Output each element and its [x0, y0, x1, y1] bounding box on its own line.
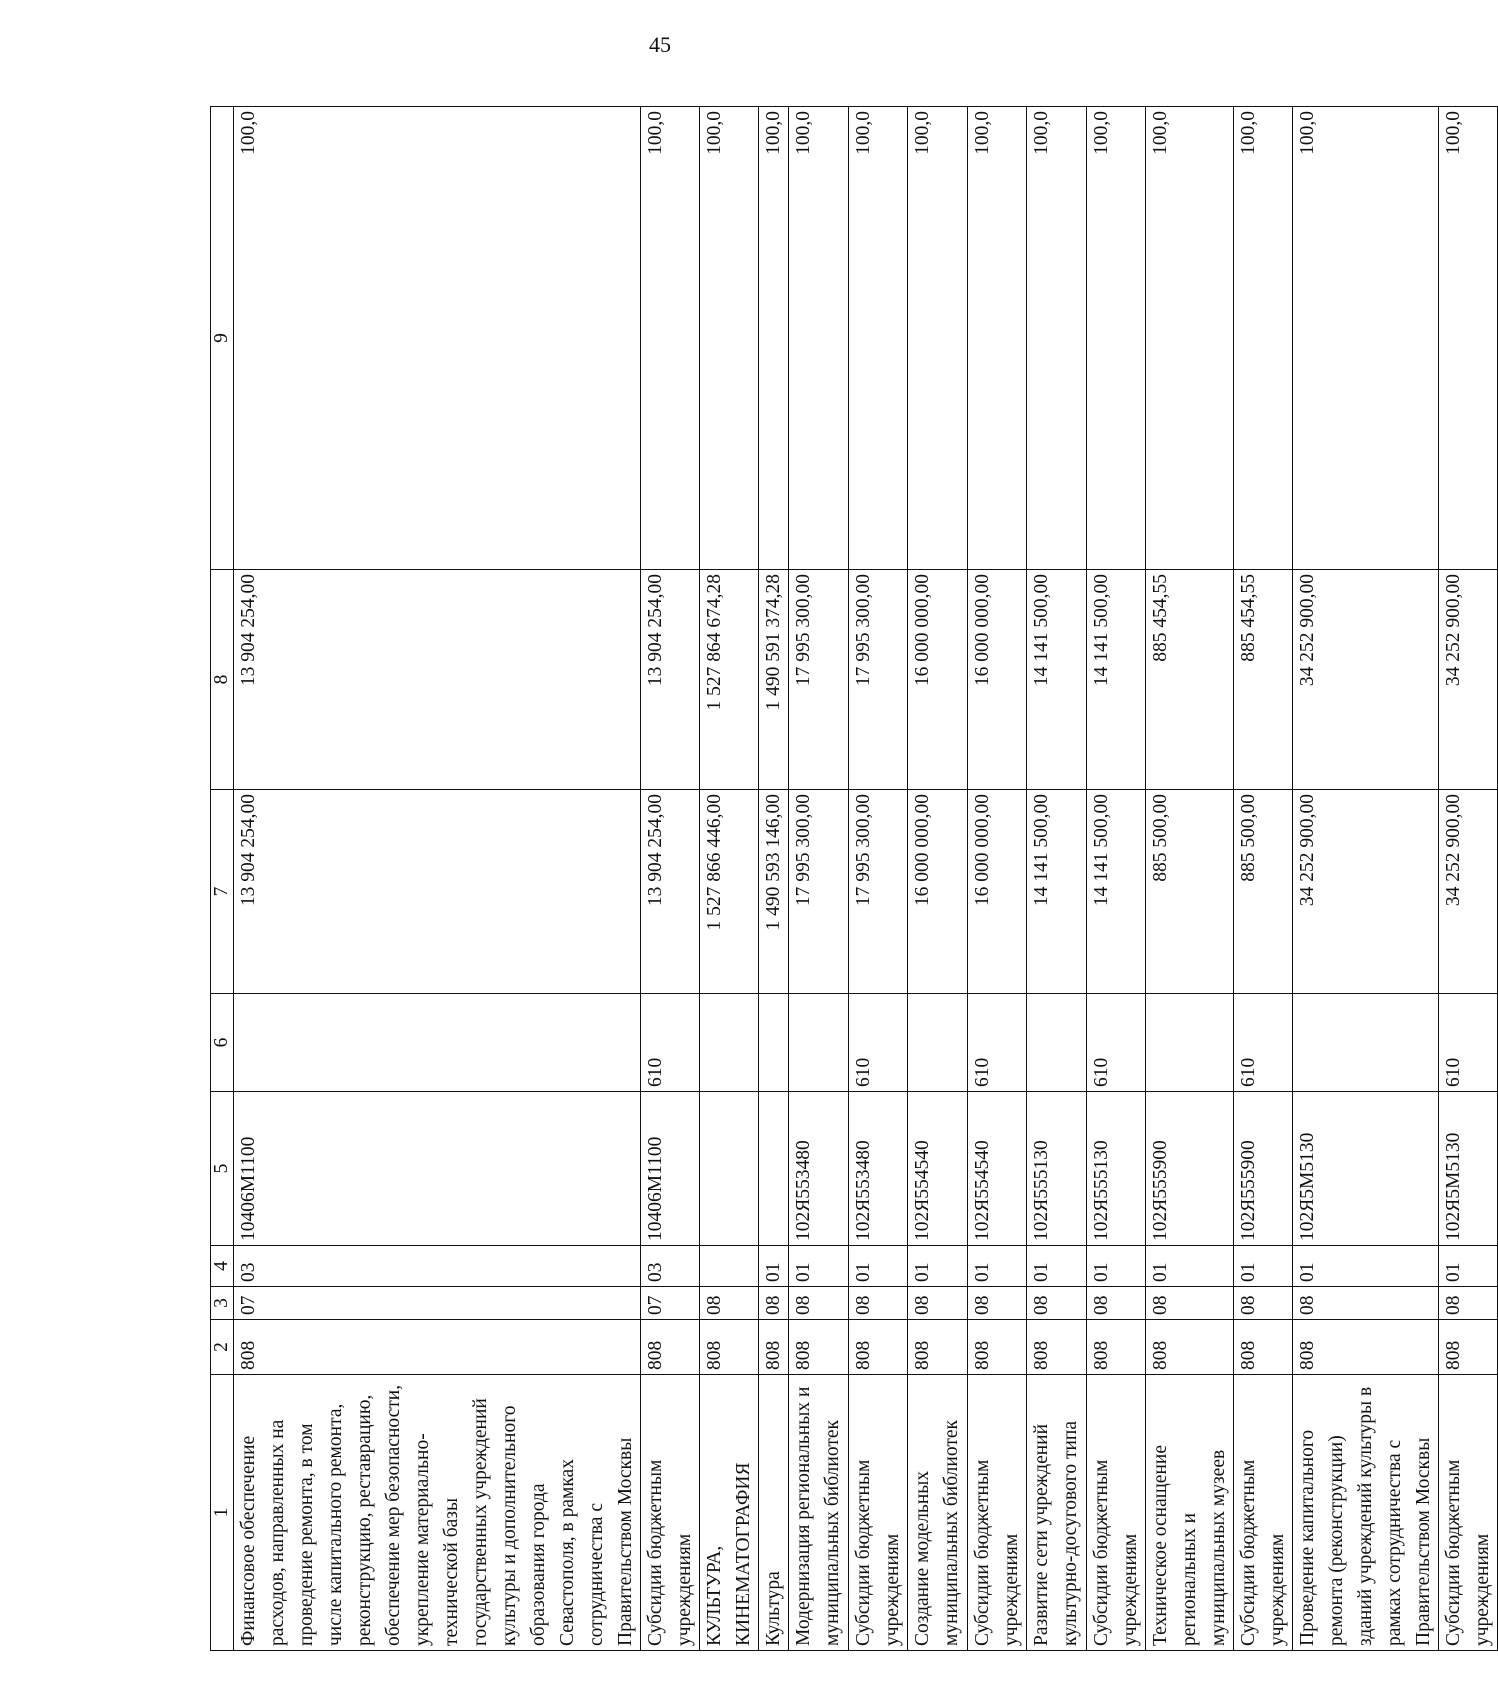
cell-percent: 100,0: [1439, 107, 1498, 570]
cell-admin-code: 808: [234, 1320, 641, 1375]
cell-planned: 34 252 900,00: [1439, 790, 1498, 994]
column-header: 5: [211, 1092, 234, 1246]
budget-table-container: [210, 106, 1493, 1651]
table-row: [908, 107, 968, 1651]
cell-percent: 100,0: [849, 107, 908, 570]
cell-executed: 17 995 300,00: [849, 570, 908, 790]
cell-section: 08: [759, 1287, 789, 1320]
cell-target-article: 10406М1100: [234, 1092, 641, 1246]
cell-section: 08: [789, 1287, 849, 1320]
cell-subsection: 01: [1027, 1246, 1087, 1287]
cell-section: 08: [1439, 1287, 1498, 1320]
cell-subsection: 01: [1234, 1246, 1293, 1287]
cell-admin-code: 808: [1234, 1320, 1293, 1375]
cell-expense-type: [1293, 994, 1439, 1092]
column-header: 6: [211, 994, 234, 1092]
cell-percent: 100,0: [1234, 107, 1293, 570]
cell-executed: 885 454,55: [1146, 570, 1234, 790]
budget-table: [210, 106, 1498, 1651]
row-name: Создание модельных муниципальных библиотек: [908, 1375, 968, 1651]
cell-target-article: 102Я5М5130: [1293, 1092, 1439, 1246]
cell-expense-type: [1146, 994, 1234, 1092]
cell-admin-code: 808: [1439, 1320, 1498, 1375]
header-row: [211, 107, 234, 1651]
table-row: [641, 107, 700, 1651]
cell-section: 08: [1293, 1287, 1439, 1320]
cell-admin-code: 808: [759, 1320, 789, 1375]
cell-subsection: 03: [234, 1246, 641, 1287]
cell-subsection: 01: [1439, 1246, 1498, 1287]
cell-percent: 100,0: [641, 107, 700, 570]
cell-target-article: 102Я555130: [1087, 1092, 1146, 1246]
cell-executed: 885 454,55: [1234, 570, 1293, 790]
cell-section: 08: [700, 1287, 759, 1320]
cell-executed: 16 000 000,00: [908, 570, 968, 790]
cell-subsection: 01: [1293, 1246, 1439, 1287]
row-name: Развитие сети учреждений культурно-досугового типа: [1027, 1375, 1087, 1651]
cell-expense-type: [234, 994, 641, 1092]
cell-subsection: 01: [968, 1246, 1027, 1287]
cell-expense-type: [1027, 994, 1087, 1092]
column-header: 4: [211, 1246, 234, 1287]
cell-subsection: 01: [849, 1246, 908, 1287]
cell-admin-code: 808: [1293, 1320, 1439, 1375]
cell-executed: 14 141 500,00: [1027, 570, 1087, 790]
cell-section: 08: [1027, 1287, 1087, 1320]
cell-subsection: 03: [641, 1246, 700, 1287]
cell-admin-code: 808: [789, 1320, 849, 1375]
table-row: [234, 107, 641, 1651]
row-name: Культура: [759, 1375, 789, 1651]
cell-expense-type: [789, 994, 849, 1092]
cell-expense-type: 610: [1087, 994, 1146, 1092]
cell-expense-type: 610: [849, 994, 908, 1092]
table-row: [700, 107, 759, 1651]
cell-target-article: 102Я555900: [1146, 1092, 1234, 1246]
cell-subsection: 01: [759, 1246, 789, 1287]
row-name: Субсидии бюджетным учреждениям: [849, 1375, 908, 1651]
cell-planned: 1 527 866 446,00: [700, 790, 759, 994]
cell-expense-type: [700, 994, 759, 1092]
cell-admin-code: 808: [968, 1320, 1027, 1375]
cell-executed: 13 904 254,00: [641, 570, 700, 790]
cell-executed: 34 252 900,00: [1293, 570, 1439, 790]
cell-admin-code: 808: [1087, 1320, 1146, 1375]
cell-subsection: [700, 1246, 759, 1287]
cell-section: 08: [849, 1287, 908, 1320]
column-header: 3: [211, 1287, 234, 1320]
table-row: [1146, 107, 1234, 1651]
row-name: Модернизация региональных и муниципальных библиотек: [789, 1375, 849, 1651]
cell-section: 08: [1146, 1287, 1234, 1320]
cell-executed: 1 527 864 674,28: [700, 570, 759, 790]
cell-percent: 100,0: [1146, 107, 1234, 570]
cell-percent: 100,0: [1293, 107, 1439, 570]
cell-target-article: [759, 1092, 789, 1246]
cell-subsection: 01: [789, 1246, 849, 1287]
cell-planned: 1 490 593 146,00: [759, 790, 789, 994]
cell-target-article: 102Я5М5130: [1439, 1092, 1498, 1246]
cell-target-article: 102Я555130: [1027, 1092, 1087, 1246]
row-name: Субсидии бюджетным учреждениям: [641, 1375, 700, 1651]
cell-percent: 100,0: [908, 107, 968, 570]
cell-section: 07: [641, 1287, 700, 1320]
cell-planned: 16 000 000,00: [968, 790, 1027, 994]
cell-section: 08: [1087, 1287, 1146, 1320]
cell-planned: 13 904 254,00: [641, 790, 700, 994]
row-name: Субсидии бюджетным учреждениям: [1234, 1375, 1293, 1651]
table-row: [759, 107, 789, 1651]
table-row: [789, 107, 849, 1651]
column-header: 1: [211, 1375, 234, 1651]
cell-executed: 16 000 000,00: [968, 570, 1027, 790]
row-name: КУЛЬТУРА, КИНЕМАТОГРАФИЯ: [700, 1375, 759, 1651]
cell-expense-type: 610: [1439, 994, 1498, 1092]
cell-section: 08: [908, 1287, 968, 1320]
cell-percent: 100,0: [789, 107, 849, 570]
cell-subsection: 01: [1087, 1246, 1146, 1287]
cell-percent: 100,0: [234, 107, 641, 570]
cell-executed: 14 141 500,00: [1087, 570, 1146, 790]
cell-target-article: 102Я554540: [968, 1092, 1027, 1246]
cell-percent: 100,0: [1087, 107, 1146, 570]
cell-admin-code: 808: [908, 1320, 968, 1375]
cell-executed: 1 490 591 374,28: [759, 570, 789, 790]
cell-planned: 13 904 254,00: [234, 790, 641, 994]
row-name: Субсидии бюджетным учреждениям: [1439, 1375, 1498, 1651]
cell-subsection: 01: [908, 1246, 968, 1287]
cell-target-article: 10406М1100: [641, 1092, 700, 1246]
cell-planned: 14 141 500,00: [1027, 790, 1087, 994]
cell-percent: 100,0: [700, 107, 759, 570]
cell-admin-code: 808: [1146, 1320, 1234, 1375]
cell-subsection: 01: [1146, 1246, 1234, 1287]
cell-admin-code: 808: [641, 1320, 700, 1375]
cell-target-article: 102Я553480: [849, 1092, 908, 1246]
cell-target-article: 102Я553480: [789, 1092, 849, 1246]
cell-admin-code: 808: [1027, 1320, 1087, 1375]
cell-expense-type: 610: [968, 994, 1027, 1092]
cell-planned: 17 995 300,00: [789, 790, 849, 994]
column-header: 9: [211, 107, 234, 570]
table-row: [1439, 107, 1498, 1651]
cell-planned: 34 252 900,00: [1293, 790, 1439, 994]
table-row: [1027, 107, 1087, 1651]
cell-planned: 885 500,00: [1146, 790, 1234, 994]
page-number: 45: [649, 32, 671, 57]
cell-expense-type: 610: [641, 994, 700, 1092]
cell-expense-type: [759, 994, 789, 1092]
cell-percent: 100,0: [759, 107, 789, 570]
cell-admin-code: 808: [849, 1320, 908, 1375]
row-name: Проведение капитального ремонта (реконструкции) зданий учреждений культуры в рамках сотрудничества с Правительством Москвы: [1293, 1375, 1439, 1651]
cell-section: 08: [1234, 1287, 1293, 1320]
table-row: [849, 107, 908, 1651]
cell-admin-code: 808: [700, 1320, 759, 1375]
row-name: Финансовое обеспечение расходов, направленных на проведение ремонта, в том числе капитального ремонта, реконструкцию, реставрацию, обеспечение мер безопасности, укрепление материально-технической базы государственных учреждений культуры и дополнительного образования города Севастополя, в рамках сотрудничества с Правительством Москвы: [234, 1375, 641, 1651]
column-header: 7: [211, 790, 234, 994]
cell-executed: 34 252 900,00: [1439, 570, 1498, 790]
cell-percent: 100,0: [1027, 107, 1087, 570]
cell-section: 08: [968, 1287, 1027, 1320]
cell-target-article: 102Я555900: [1234, 1092, 1293, 1246]
cell-percent: 100,0: [968, 107, 1027, 570]
cell-planned: 14 141 500,00: [1087, 790, 1146, 994]
cell-planned: 885 500,00: [1234, 790, 1293, 994]
cell-executed: 17 995 300,00: [789, 570, 849, 790]
cell-expense-type: 610: [1234, 994, 1293, 1092]
table-row: [1087, 107, 1146, 1651]
cell-target-article: [700, 1092, 759, 1246]
row-name: Техническое оснащение региональных и муниципальных музеев: [1146, 1375, 1234, 1651]
cell-planned: 17 995 300,00: [849, 790, 908, 994]
row-name: Субсидии бюджетным учреждениям: [1087, 1375, 1146, 1651]
table-row: [968, 107, 1027, 1651]
column-header: 8: [211, 570, 234, 790]
table-row: [1293, 107, 1439, 1651]
cell-executed: 13 904 254,00: [234, 570, 641, 790]
column-header: 2: [211, 1320, 234, 1375]
table-row: [1234, 107, 1293, 1651]
cell-planned: 16 000 000,00: [908, 790, 968, 994]
cell-target-article: 102Я554540: [908, 1092, 968, 1246]
row-name: Субсидии бюджетным учреждениям: [968, 1375, 1027, 1651]
cell-section: 07: [234, 1287, 641, 1320]
cell-expense-type: [908, 994, 968, 1092]
